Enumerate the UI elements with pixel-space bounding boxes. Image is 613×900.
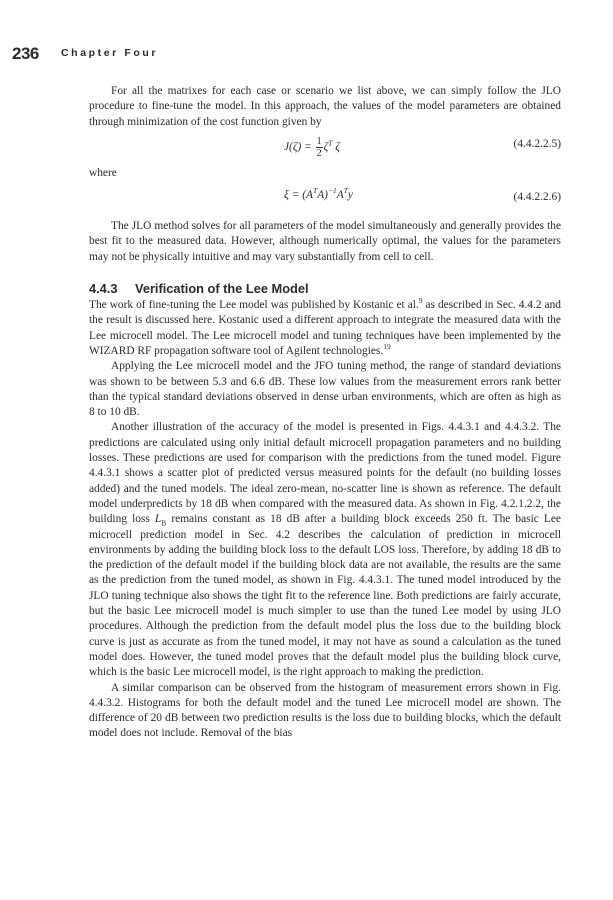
where-label: where — [89, 166, 117, 179]
math-subscript: B — [161, 518, 167, 528]
paragraph-text: remains constant as 18 dB after a building block exceeds 250 ft. The basic Lee microcell prediction model in Sec. 4.2 describes the calculation of prediction in microcell environments by adding the building block loss to the default LOS loss. Therefore, by adding 18 dB to the prediction of the default model if the building block data are not available, the results are the same as the prediction from the tuned model, as shown in Fig. 4.4.3.1. The tuned model introduced by the JLO tuning technique also shows the tight fit to the reference line. Both predictions are fairly accurate, but the basic Lee microcell model is much simpler to use than the tuned Lee model by using JLO procedures. Although the prediction from the default model plus the loss due to the building block curve is just as accurate as from the tuned model, it may not have as sound a calculation as the tuned model does. However, the tuned model proves that the default model plus the building block curve, which is the basic Lee microcell model, is the right approach to making the prediction. — [89, 513, 561, 679]
page-number: 236 — [12, 44, 39, 63]
eq2-sup1: T — [313, 186, 318, 196]
eq2-a: ξ = (A — [284, 189, 314, 202]
eq2-d: y — [347, 189, 353, 202]
fraction-denominator: 2 — [316, 147, 322, 159]
intro-paragraph: For all the matrixes for each case or scenario we list above, we can simply follow the JLO procedure to fine-tune the model. In this approach, the values of the model parameters are obtained through minimization of the cost function given by — [89, 85, 561, 128]
section-heading — [89, 281, 561, 296]
eq2-b: A) — [317, 189, 328, 202]
paragraph-text: Another illustration of the accuracy of the model is presented in Figs. 4.4.3.1 and 4.4.3.2. The predictions are calculated using only initial default microcell propagation parameters and no building losses. These predictions are used for comparison with the predictions from the tuned model. Figure 4.4.3.1 shows a scatter plot of predicted versus measured points for the default (no building losses added) and the tuned models. The ideal zero-mean, no-scatter line is shown as reference. The default model underpredicts by 18 dB when compared with the measured data. As shown in Fig. 4.2.1.2.2, the building loss — [89, 421, 561, 526]
body-paragraph — [89, 420, 561, 680]
equation-4-4-2-2-6 — [89, 183, 561, 213]
eq1-rhs-b: ζ — [332, 141, 340, 153]
eq1-rhs-a: ζ — [323, 141, 329, 153]
equation-expression — [284, 136, 340, 159]
eq2-c: A — [336, 189, 344, 202]
eq2-sup3: T — [343, 186, 348, 196]
paragraph-text: The work of fine-tuning the Lee model was published by Kostanic et al. — [89, 299, 419, 312]
eq2-sup2: −1 — [327, 186, 337, 196]
body-paragraph — [89, 298, 561, 359]
paragraph-text: as described in Sec. 4.4.2 and the result is discussed here. Kostanic used a different approach to integrate the measured data with the Lee microcell model. The Lee microcell model and tuning techniques have been implemented by the WIZARD RF propagation software tool of Agilent technologies. — [89, 299, 561, 357]
section-number: 4.4.3 — [89, 281, 118, 297]
body-paragraph: Applying the Lee microcell model and the JFO tuning method, the range of standard deviations was shown to be between 5.3 and 6.6 dB. These low values from the measurement errors rank better than the typical standard deviations observed in dense urban environments, which are often as high as 8 to 10 dB. — [89, 360, 561, 419]
fraction-numerator: 1 — [316, 135, 322, 147]
section-title: Verification of the Lee Model — [135, 281, 309, 297]
citation-ref: 19 — [383, 342, 391, 352]
page-body — [89, 84, 561, 742]
citation-ref: 9 — [418, 296, 423, 306]
equation-number: (4.4.2.2.6) — [513, 191, 561, 204]
fraction — [316, 136, 323, 159]
eq1-lhs: J(ζ) = — [284, 141, 312, 153]
chapter-label: Chapter Four — [61, 47, 159, 59]
math-symbol: L — [154, 513, 162, 526]
eq1-rhs-sup: T — [328, 138, 333, 148]
body-paragraph: A similar comparison can be observed from the histogram of measurement errors shown in Fig. 4.4.3.2. Histograms for both the default model and the tuned Lee microcell model are shown. The difference of 20 dB between two prediction results is the loss due to building blocks, which the default model does not include. Removal of the bias — [89, 681, 561, 740]
equation-4-4-2-2-5 — [89, 130, 561, 160]
jlo-paragraph: The JLO method solves for all parameters of the model simultaneously and generally provides the best fit to the measured data. However, although numerically optimal, the values for the parameters may not be physically intuitive and may vary substantially from cell to cell. — [89, 220, 561, 263]
equation-expression — [284, 186, 353, 202]
equation-number: (4.4.2.2.5) — [513, 137, 561, 150]
